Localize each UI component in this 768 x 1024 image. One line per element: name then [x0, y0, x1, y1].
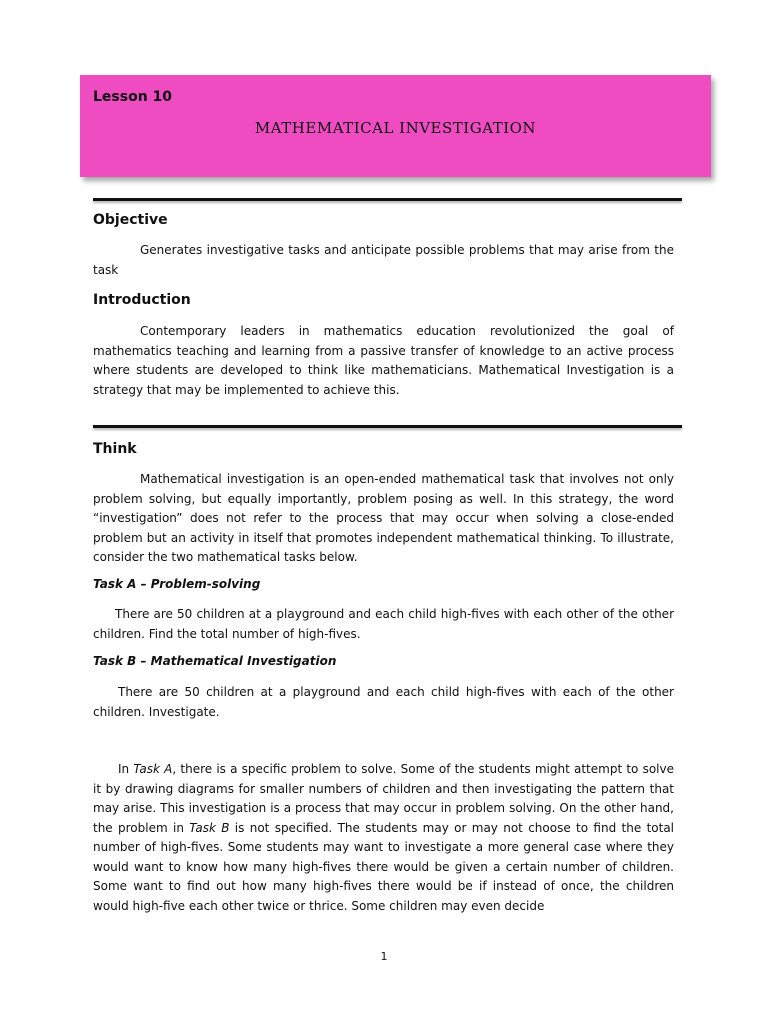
page-number: 1: [380, 950, 388, 963]
think-text: Mathematical investigation is an open-ended mathematical task that involves not only problem solving, but equally importantly, problem posing as well. In this strategy, the word “investigation” does not refer to the process that may occur when solving a close-ended problem but an activity in itself that promotes independent mathematical thinking. To illustrate, consider the two mathematical tasks below.: [93, 472, 674, 564]
task-a-text: There are 50 children at a playground and each child high-fives with each other of the other children. Find the total number of high-fives.: [93, 607, 674, 641]
think-heading: Think: [93, 441, 137, 457]
lesson-title: MATHEMATICAL INVESTIGATION: [254, 119, 537, 137]
discussion-part-1: In: [118, 762, 134, 776]
task-b-text: There are 50 children at a playground and each child high-fives with each of the other children. Investigate.: [93, 685, 674, 719]
discussion-part-2: , there is a specific problem to solve. Some of the students might attempt to solve it by drawing diagrams for smaller numbers of children and then investigating the pattern that may arise. This investigation is a process that may occur in problem solving. On the other hand, the problem in: [93, 762, 674, 835]
objective-text: Generates investigative tasks and anticipate possible problems that may arise from the task: [93, 243, 674, 277]
objective-heading: Objective: [93, 212, 168, 228]
task-b-reference: Task B: [189, 820, 230, 835]
task-a-label: Task A – Problem-solving: [93, 577, 261, 591]
discussion-text: [93, 760, 674, 916]
task-b-label: Task B – Mathematical Investigation: [93, 654, 337, 668]
section-divider-middle: [93, 425, 682, 428]
introduction-heading: Introduction: [93, 292, 191, 308]
section-divider-top: [93, 198, 682, 201]
lesson-banner: [80, 75, 711, 177]
lesson-number: Lesson 10: [93, 89, 173, 105]
introduction-text: Contemporary leaders in mathematics education revolutionized the goal of mathematics teaching and learning from a passive transfer of knowledge to an active process where students are developed to think like mathematicians. Mathematical Investigation is a strategy that may be implemented to achieve this.: [93, 324, 674, 397]
task-a-reference: Task A: [133, 762, 173, 776]
discussion-part-3: is not specified. The students may or may not choose to find the total number of high-fives. Some students may want to investigate a more general case where they would want to know how many high-fives there would be given a certain number of children. Some want to find out how many high-fives there would be if instead of once, the children would high-five each other twice or thrice. Some children may even decide: [93, 820, 675, 913]
